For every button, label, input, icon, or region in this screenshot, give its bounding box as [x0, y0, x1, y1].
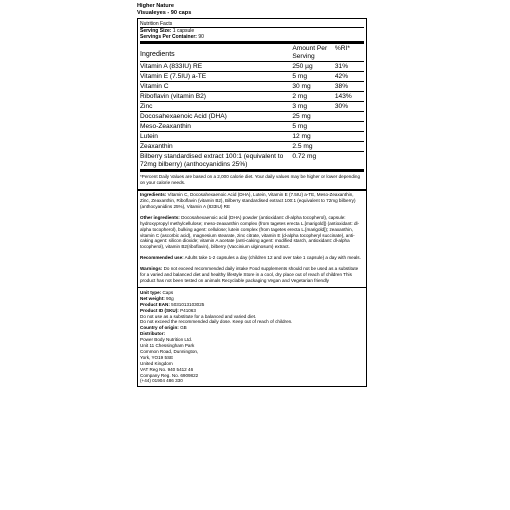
nutrition-facts-panel	[137, 18, 367, 189]
nutrient-ri	[335, 122, 364, 132]
nutrient-name: Bilberry standardised extract 100:1 (equivalent to 72mg bilberry) (anthocyanidins 25%)	[140, 152, 292, 170]
product-name: Visualeyes - 90 caps	[137, 9, 192, 16]
table-row	[140, 152, 364, 170]
nutrient-amount: 5 mg	[292, 122, 335, 132]
divider-thick	[140, 169, 364, 172]
nutrient-name: Meso-Zeaxanthin	[140, 122, 292, 132]
distributor-line: Company Reg. No. 6909822	[140, 372, 199, 378]
nutrient-ri: 143%	[335, 92, 364, 102]
nutrition-rows	[140, 62, 364, 170]
footnote: *Percent Daily Values are based on a 2,000 calorie diet. Your daily values may be higher or lower depending on your calorie needs.	[140, 173, 361, 186]
distributor-line: VAT Reg No. 940 5412 46	[140, 366, 194, 372]
recommended-use-section: Recommended use: Adults take 1-2 capsules a day (children 12 and over take 1 capsule) a day with meals.	[140, 255, 361, 261]
table-row	[140, 132, 364, 142]
nutrition-facts-title: Nutrition Facts	[140, 20, 173, 27]
country-of-origin: Country of origin: GB	[140, 325, 187, 331]
table-row	[140, 62, 364, 72]
nutrient-amount: 250 µg	[292, 62, 335, 72]
distributor-line: Power Body Nutrition Ltd.	[140, 337, 193, 343]
nutrient-amount: 25 mg	[292, 112, 335, 122]
serving-size: Serving Size: 1 capsule	[140, 28, 195, 35]
divider	[138, 287, 366, 288]
warnings-section: Warnings: Do not exceed recommended daily intake Food supplements should not be used as a substitute for a varied and balanced diet and healthy lifestyle Store in a cool, dry place out of reach of children This product has not been tested on animals Recyclable packaging Vegan and Vegetarian friendly	[140, 266, 359, 283]
other-ingredients-section: Other ingredients: Docosahexaenoic acid (DHA) powder (antioxidant: dl-alpha tocopherol), capsule: hydroxypropyl methylcellulose; meso-zeaxanthin complex (from tagetes erecta L.[marigold]) (antioxidant: dl-alpha tocopherol), bulking agent: cellulose; lutein complex (from tagetes erecta L.[marigold]); zeaxanthin, vitamin C (ascorbic acid), magnesium stearate, zinc citrate, vitamin E (d-alpha tocopheryl succinate), anti-caking agent: silicon dioxide; vitamin A acetate (anti-caking agent: modified starch, antioxidant: dl-alpha tocopherol), vitamin B2(riboflavin), bilberry (Vaccinium ulginosum) extract.	[140, 214, 360, 250]
brand-name: Higher Nature	[137, 3, 174, 9]
nutrient-ri: 30%	[335, 102, 364, 112]
nutrient-name: Vitamin E (7.5IU) a-TE	[140, 72, 292, 82]
nutrient-name: Vitamin A (833IU) RE	[140, 62, 292, 72]
nutrient-ri: 31%	[335, 62, 364, 72]
advice-line: Do not exceed the recommended daily dose. Keep out of reach of children.	[140, 319, 293, 325]
details-panel	[137, 190, 367, 387]
distributor-address	[140, 337, 364, 384]
table-row	[140, 72, 364, 82]
col-amount: Amount Per Serving	[292, 44, 328, 60]
product-label	[137, 3, 367, 387]
col-ri: %RI*	[334, 44, 350, 52]
nutrient-amount: 2.5 mg	[292, 142, 335, 152]
nutrient-amount: 30 mg	[292, 82, 335, 92]
nutrient-ri	[335, 152, 364, 170]
nutrient-ri: 42%	[335, 72, 364, 82]
table-row	[140, 82, 364, 92]
distributor-line: United Kingdom	[140, 360, 173, 366]
product-sku: Product ID (SKU): P41063	[140, 307, 196, 313]
nutrient-amount: 0.72 mg	[292, 152, 335, 170]
table-row	[140, 102, 364, 112]
distributor-line: Unit 11 Chessingham Park	[140, 343, 195, 349]
distributor-line: (+44) 01904 486 330	[140, 378, 183, 384]
table-row	[140, 142, 364, 152]
distributor-line: York, YO19 5SE	[140, 354, 174, 360]
product-ean: Product EAN: 5031013103025	[140, 301, 205, 307]
nutrient-ri	[335, 112, 364, 122]
nutrient-name: Vitamin C	[140, 82, 292, 92]
ingredients-section: Ingredients: Vitamin C, Docosahexaenoic Acid (DHA), Lutein, Vitamin E (7.5IU) a-TE, Meso-Zeaxanthin, Zinc, Zeaxanthin, Riboflavin (vitamin B2), Bilberry standardised extract 100:1 (equivalent to 72mg bilberry) (anthocyanidins 25%), Vitamin A (833IU) RE	[140, 192, 356, 209]
advice-line: Do not use as a substitute for a balanced and varied diet.	[140, 313, 257, 319]
table-row	[140, 112, 364, 122]
nutrient-name: Riboflavin (vitamin B2)	[140, 92, 292, 102]
distributor-line: Common Road, Dunnington,	[140, 348, 199, 354]
nutrient-ri	[335, 132, 364, 142]
table-header	[140, 44, 364, 62]
col-ingredients: Ingredients	[140, 51, 175, 59]
servings-per-container: Servings Per Container: 90	[140, 34, 204, 41]
nutrient-ri	[335, 142, 364, 152]
table-row	[140, 92, 364, 102]
nutrient-amount: 12 mg	[292, 132, 335, 142]
table-row	[140, 122, 364, 132]
nutrient-name: Zinc	[140, 102, 292, 112]
nutrient-ri: 38%	[335, 82, 364, 92]
nutrient-name: Lutein	[140, 132, 292, 142]
nutrient-name: Zeaxanthin	[140, 142, 292, 152]
nutrient-amount: 5 mg	[292, 72, 335, 82]
nutrient-name: Docosahexaenoic Acid (DHA)	[140, 112, 292, 122]
nutrient-amount: 3 mg	[292, 102, 335, 112]
net-weight: Net weight: 90g	[140, 295, 174, 301]
nutrient-amount: 2 mg	[292, 92, 335, 102]
nutrition-table	[140, 44, 364, 169]
unit-type: Unit type: Caps	[140, 289, 174, 295]
distributor-label: Distributor:	[140, 331, 166, 337]
